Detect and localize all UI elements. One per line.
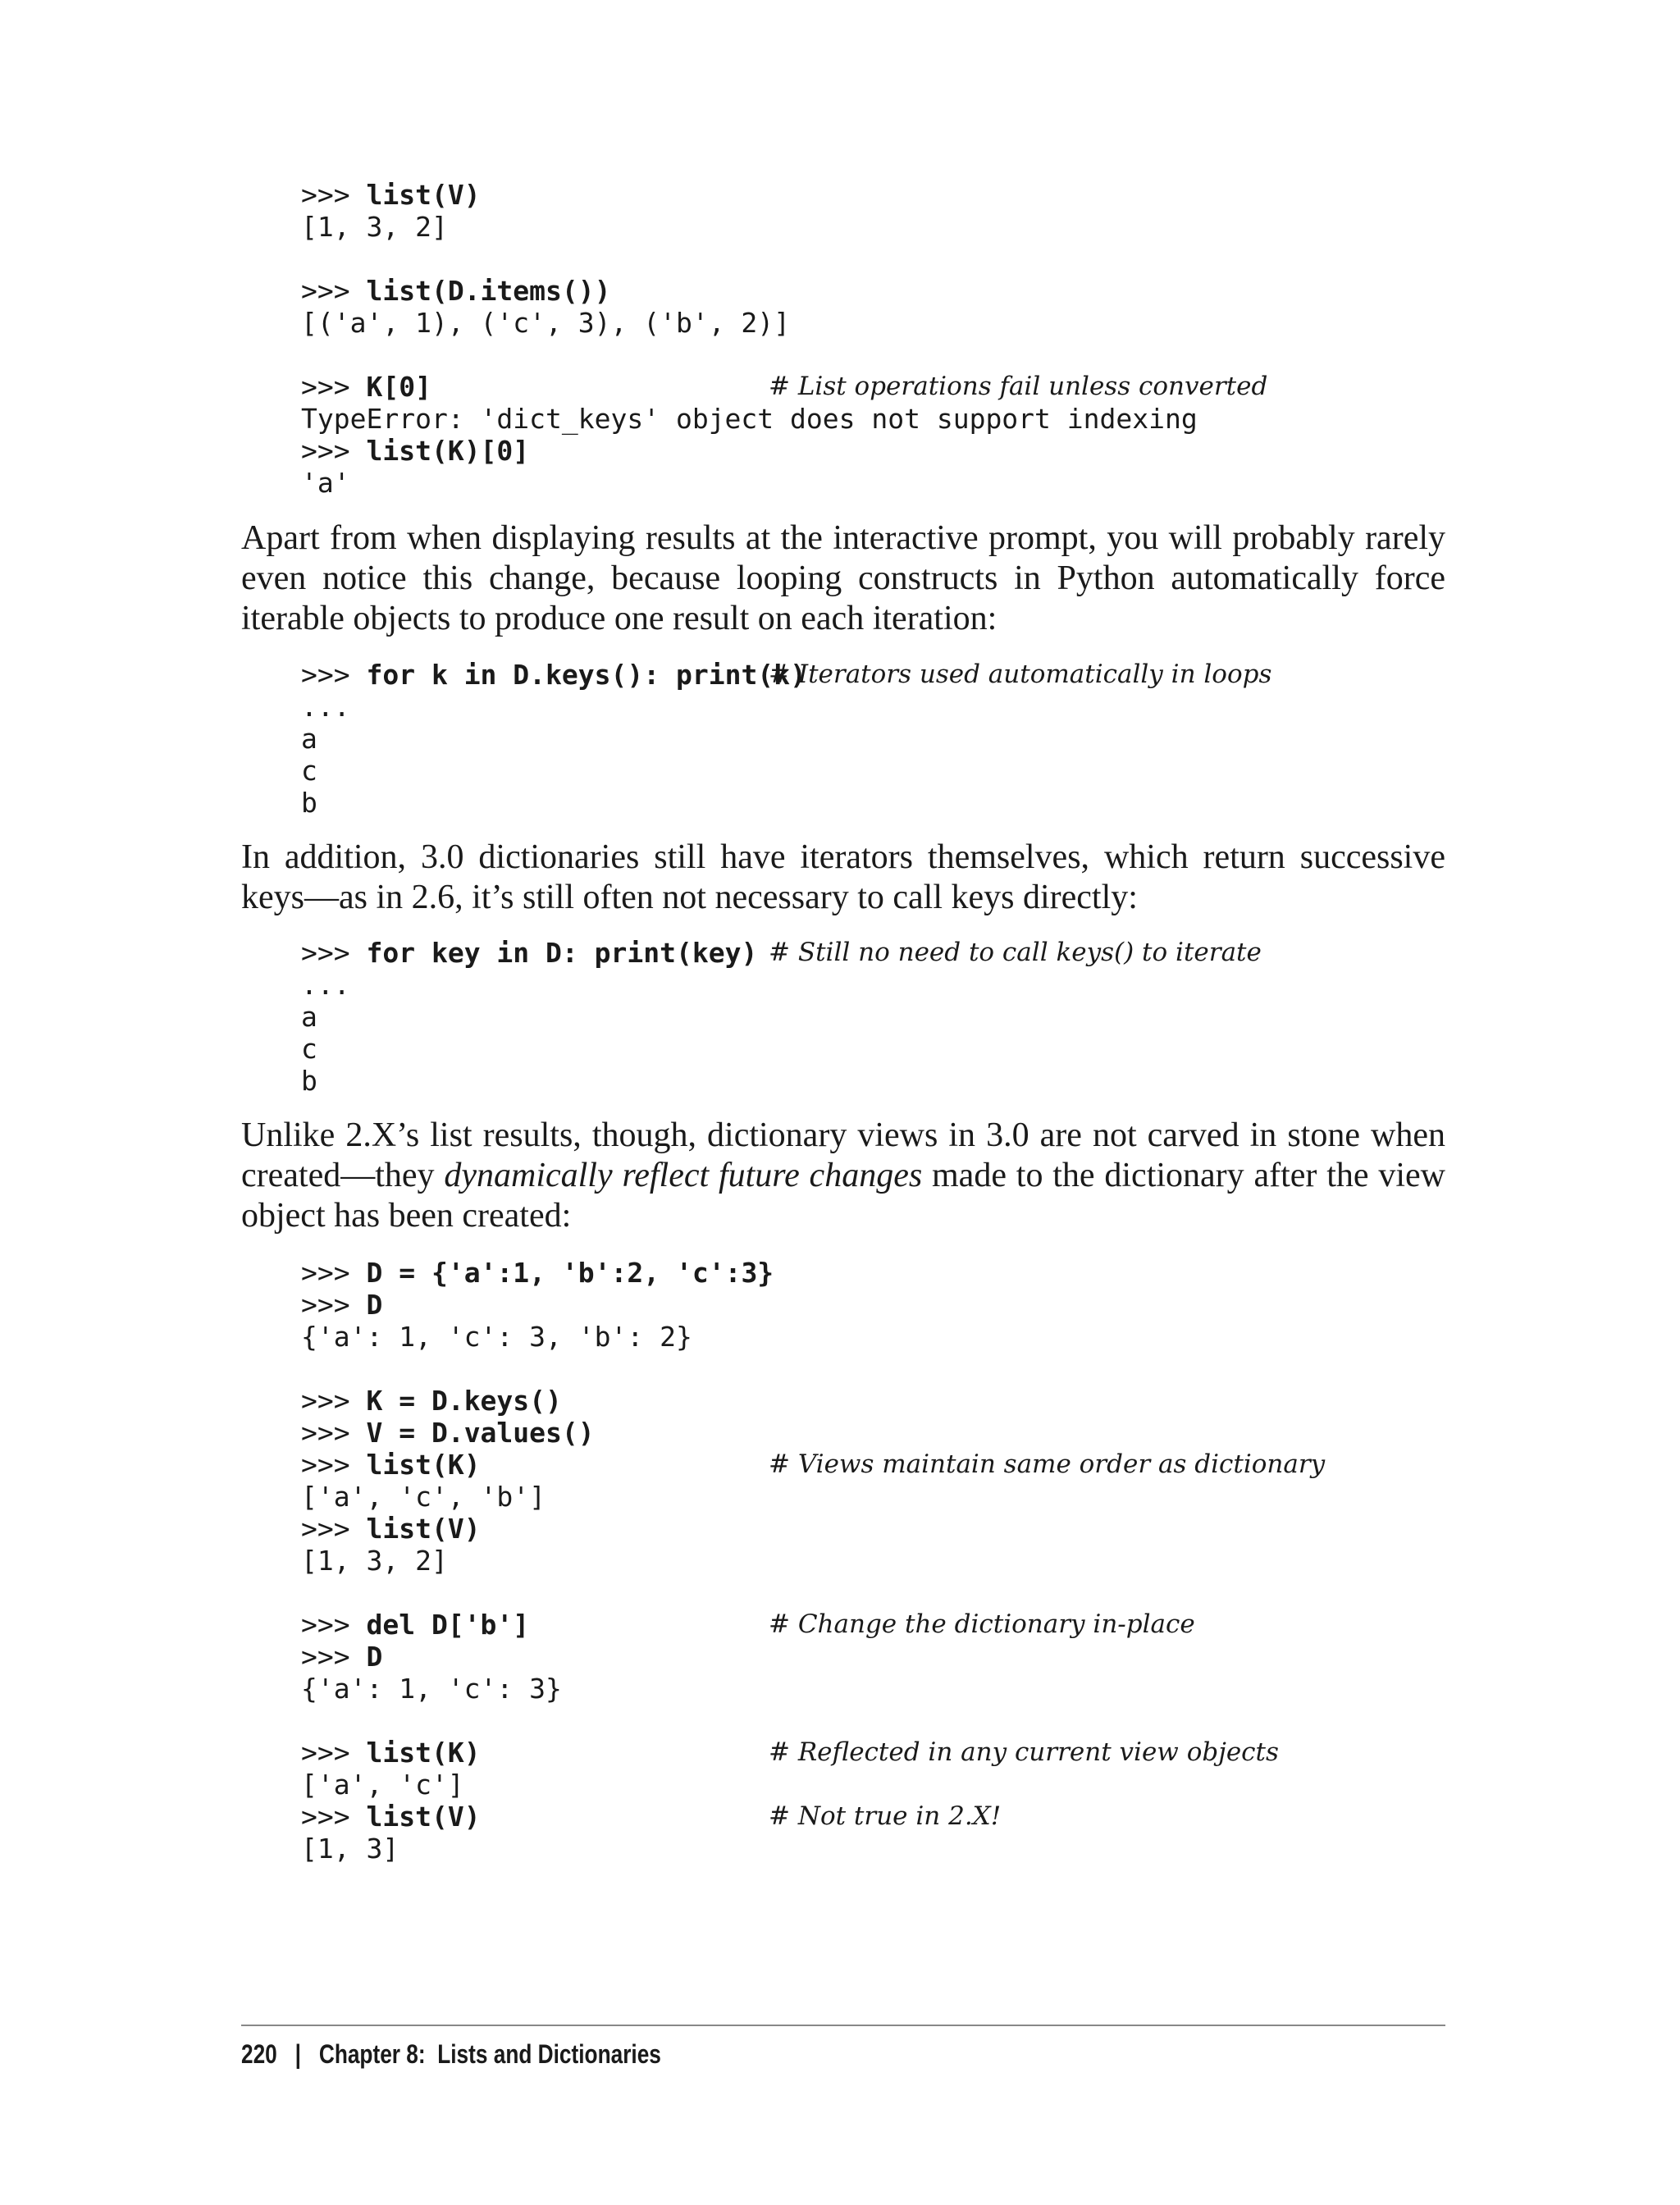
prompt: >>> xyxy=(301,435,367,467)
code-command: for key in D: print(key) xyxy=(366,937,758,969)
code-line xyxy=(301,1609,1195,1641)
code-comment: # Reflected in any current view objects xyxy=(769,1737,1279,1767)
prompt: >>> xyxy=(301,1449,367,1481)
prompt: >>> xyxy=(301,1641,367,1673)
code-comment: # Not true in 2.X! xyxy=(769,1801,1002,1831)
code-command: list(K) xyxy=(366,1737,481,1769)
prompt: >>> xyxy=(301,179,367,211)
code-output: TypeError: 'dict_keys' object does not support indexing xyxy=(301,403,1198,435)
prompt: >>> xyxy=(301,371,367,403)
code-output: b xyxy=(301,787,317,819)
code-comment: # List operations fail unless converted xyxy=(769,372,1268,401)
body-paragraph-1: Apart from when displaying results at the interactive prompt, you will probably rarely even notice this change, because looping constructs in Python automatically force iterable objects to produce one result on each iteration: xyxy=(241,519,1445,637)
prompt: >>> xyxy=(301,1737,367,1769)
footer-rule xyxy=(241,2025,1445,2026)
code-command: list(K) xyxy=(366,1449,481,1481)
code-block-2 xyxy=(301,659,1272,819)
code-line xyxy=(301,1417,774,1449)
prompt: >>> xyxy=(301,1801,367,1833)
code-line xyxy=(301,1449,1326,1481)
code-line xyxy=(301,1737,1279,1769)
code-command: D = {'a':1, 'b':2, 'c':3} xyxy=(366,1257,774,1289)
code-command: V = D.values() xyxy=(366,1417,595,1449)
code-command: list(K)[0] xyxy=(366,435,530,467)
code-line xyxy=(301,659,1272,691)
prompt: >>> xyxy=(301,937,367,969)
code-output: ['a', 'c', 'b'] xyxy=(301,1481,546,1513)
code-output: a xyxy=(301,1001,317,1033)
prompt: >>> xyxy=(301,1513,367,1545)
code-command: D xyxy=(366,1289,383,1321)
code-command: list(D.items()) xyxy=(366,275,611,307)
code-line xyxy=(301,435,1198,467)
prompt: >>> xyxy=(301,659,367,691)
code-output: [1, 3] xyxy=(301,1833,399,1865)
code-command: list(V) xyxy=(366,1513,481,1545)
prompt: >>> xyxy=(301,1609,367,1641)
code-line xyxy=(301,371,1268,403)
code-line xyxy=(301,1385,774,1417)
code-output: ['a', 'c'] xyxy=(301,1769,464,1801)
code-output: [('a', 1), ('c', 3), ('b', 2)] xyxy=(301,307,791,339)
code-line xyxy=(301,1289,774,1321)
prompt: >>> xyxy=(301,1385,367,1417)
page-number: 220 xyxy=(241,2039,277,2069)
code-command: list(V) xyxy=(366,1801,481,1833)
code-command: D xyxy=(366,1641,383,1673)
code-comment: # Change the dictionary in-place xyxy=(769,1609,1195,1639)
code-block-1 xyxy=(301,179,1268,499)
page-footer xyxy=(241,2039,661,2070)
code-line xyxy=(301,1801,1002,1833)
code-output: ... xyxy=(301,691,350,723)
emphasized-text: dynamically reflect future changes xyxy=(444,1157,923,1194)
chapter-title: Chapter 8: Lists and Dictionaries xyxy=(318,2039,661,2069)
code-command: list(V) xyxy=(366,179,481,211)
code-output: ... xyxy=(301,969,350,1001)
code-output: {'a': 1, 'c': 3} xyxy=(301,1673,562,1705)
paragraph-text: made to the dictionary after the view object has been created: xyxy=(241,1157,1445,1235)
code-comment: # Iterators used automatically in loops xyxy=(769,660,1272,689)
prompt: >>> xyxy=(301,275,367,307)
footer-separator: | xyxy=(294,2039,301,2069)
code-comment: # Still no need to call keys() to iterate xyxy=(769,938,1262,967)
code-block-3 xyxy=(301,937,1262,1097)
code-command: del D['b'] xyxy=(366,1609,530,1641)
code-command: for k in D.keys(): print(k) xyxy=(366,659,806,691)
code-output: {'a': 1, 'c': 3, 'b': 2} xyxy=(301,1321,692,1353)
body-paragraph-2: In addition, 3.0 dictionaries still have iterators themselves, which return successive keys—as in 2.6, it’s still often not necessary to call keys directly: xyxy=(241,838,1445,916)
code-output: a xyxy=(301,723,317,755)
code-output: [1, 3, 2] xyxy=(301,211,448,243)
code-comment: # Views maintain same order as dictionary xyxy=(769,1449,1326,1479)
code-line xyxy=(301,1513,774,1545)
prompt: >>> xyxy=(301,1417,367,1449)
code-output: [1, 3, 2] xyxy=(301,1545,448,1577)
code-line xyxy=(301,275,1198,307)
code-line xyxy=(301,1641,774,1673)
code-output: 'a' xyxy=(301,467,350,499)
code-command: K[0] xyxy=(366,371,431,403)
prompt: >>> xyxy=(301,1289,367,1321)
prompt: >>> xyxy=(301,1257,367,1289)
code-line xyxy=(301,937,1262,969)
code-line xyxy=(301,179,1198,211)
body-paragraph-3 xyxy=(241,1116,1445,1236)
code-output: b xyxy=(301,1065,317,1097)
code-line xyxy=(301,1257,774,1289)
code-command: K = D.keys() xyxy=(366,1385,562,1417)
code-output: c xyxy=(301,755,317,787)
code-block-4 xyxy=(301,1257,1326,1865)
code-output: c xyxy=(301,1033,317,1065)
paragraph-text: Unlike 2.X’s list results, though, dictionary views in 3.0 are not carved in stone when created—they xyxy=(241,1116,1445,1194)
